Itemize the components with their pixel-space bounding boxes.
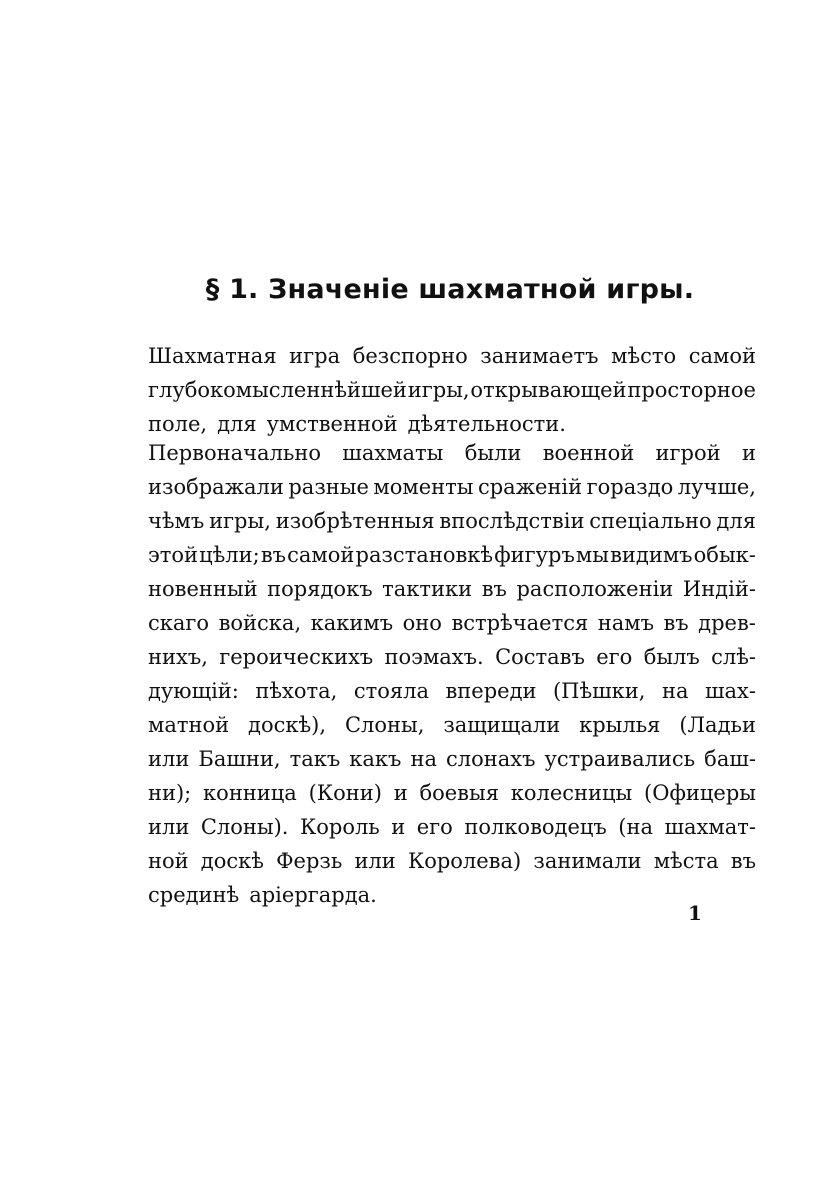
word: Составъ — [495, 645, 585, 669]
word: ной — [148, 849, 189, 873]
text-line — [148, 810, 756, 844]
word: былъ — [643, 645, 700, 669]
word: (Кони) — [308, 781, 382, 805]
word: дѣятельности. — [407, 412, 566, 436]
word: видимъ — [610, 543, 693, 567]
word: лучше, — [677, 475, 756, 499]
word: порядокъ — [267, 577, 373, 601]
word: оно — [402, 611, 442, 635]
word: расположеніи — [516, 577, 674, 601]
word: на — [410, 747, 437, 771]
word: его — [416, 815, 453, 839]
text-line — [148, 470, 756, 504]
word: шахматы — [342, 441, 444, 465]
word: для — [716, 509, 756, 533]
word: устраивались — [544, 747, 696, 771]
word: чѣмъ — [148, 509, 205, 533]
word: колесницы — [510, 781, 633, 805]
word: на — [661, 679, 689, 703]
word: (Ладьи — [679, 713, 756, 737]
word: игры, — [407, 378, 470, 402]
word: аріергарда. — [249, 883, 377, 907]
word: скаго — [148, 611, 210, 635]
word: Слоны). — [200, 815, 289, 839]
word: шахмат- — [664, 815, 756, 839]
paragraph-1 — [148, 339, 756, 441]
word: цѣли; — [199, 543, 260, 567]
word: баш- — [704, 747, 756, 771]
word: въ — [730, 849, 756, 873]
word: доскѣ — [200, 849, 264, 873]
word: были — [464, 441, 522, 465]
word: умственной — [266, 412, 398, 436]
word: сраженій — [477, 475, 583, 499]
word: Королева) — [407, 849, 522, 873]
word: этой — [148, 543, 199, 567]
word: шах- — [704, 679, 756, 703]
word: крылья — [579, 713, 661, 737]
word: моменты — [373, 475, 474, 499]
word: доскѣ), — [248, 713, 327, 737]
word: Король — [299, 815, 380, 839]
word: (Офицеры — [644, 781, 756, 805]
word: обык- — [693, 543, 756, 567]
word: фигуръ — [494, 543, 575, 567]
text-line — [148, 436, 756, 470]
word: глубокомысленнѣйшей — [148, 378, 407, 402]
word: Индій- — [682, 577, 756, 601]
word: конница — [203, 781, 297, 805]
text-line — [148, 776, 756, 810]
word: въ — [663, 611, 689, 635]
word: боевыя — [419, 781, 499, 805]
word: ни); — [148, 781, 192, 805]
word: мѣсто — [611, 344, 677, 368]
text-line — [148, 708, 756, 742]
section-heading: § 1. Значеніе шахматной игры. — [205, 274, 695, 305]
word: поэмахъ. — [384, 645, 484, 669]
word: его — [596, 645, 633, 669]
word: какъ — [349, 747, 402, 771]
text-line — [148, 844, 756, 878]
word: такъ — [289, 747, 341, 771]
word: и — [741, 441, 756, 465]
word: пѣхота, — [255, 679, 338, 703]
word: мѣста — [653, 849, 719, 873]
word: игры, — [209, 509, 271, 533]
word: Ферзь — [276, 849, 343, 873]
word: слѣ- — [711, 645, 756, 669]
word: изображали — [148, 475, 284, 499]
word: самой — [287, 543, 355, 567]
word: героическихъ — [219, 645, 374, 669]
word: защищали — [443, 713, 561, 737]
word: занимаетъ — [480, 344, 599, 368]
word: спеціально — [589, 509, 712, 533]
word: или — [148, 747, 190, 771]
word: военной — [542, 441, 635, 465]
word: или — [148, 815, 190, 839]
word: Слоны, — [344, 713, 425, 737]
word: древ- — [698, 611, 756, 635]
text-line — [148, 373, 756, 407]
text-line — [148, 878, 756, 912]
word: впослѣдствіи — [439, 509, 585, 533]
word: въ — [481, 577, 507, 601]
text-line — [148, 339, 756, 373]
word: гораздо — [586, 475, 674, 499]
word: срединѣ — [148, 883, 240, 907]
word: игрой — [655, 441, 721, 465]
word: поле, — [148, 412, 208, 436]
paragraph-2 — [148, 436, 756, 912]
word: полководецъ — [464, 815, 607, 839]
word: изобрѣтенныя — [275, 509, 435, 533]
text-line — [148, 742, 756, 776]
word: Шахматная — [148, 344, 277, 368]
word: и — [393, 781, 408, 805]
word: намъ — [597, 611, 654, 635]
page-number: 1 — [688, 901, 702, 925]
word: просторное — [627, 378, 756, 402]
text-line — [148, 674, 756, 708]
word: безспорно — [352, 344, 468, 368]
word: тактики — [382, 577, 473, 601]
word: (Пѣшки, — [552, 679, 646, 703]
word: (на — [618, 815, 653, 839]
word: мы — [575, 543, 609, 567]
word: или — [354, 849, 396, 873]
word: самой — [688, 344, 756, 368]
word: Первоначально — [148, 441, 321, 465]
word: впереди — [445, 679, 537, 703]
text-line — [148, 504, 756, 538]
word: какимъ — [310, 611, 394, 635]
word: войска, — [218, 611, 302, 635]
word: стояла — [353, 679, 429, 703]
word: занимали — [533, 849, 642, 873]
word: Башни, — [198, 747, 281, 771]
word: матной — [148, 713, 230, 737]
word: слонахъ — [446, 747, 536, 771]
word: дующій: — [148, 679, 239, 703]
word: нихъ, — [148, 645, 208, 669]
word: новенный — [148, 577, 258, 601]
text-line — [148, 640, 756, 674]
word: въ — [260, 543, 287, 567]
text-line — [148, 538, 756, 572]
word: игра — [289, 344, 341, 368]
word: разстановкѣ — [355, 543, 494, 567]
word: встрѣчается — [451, 611, 589, 635]
word: открывающей — [470, 378, 627, 402]
text-line — [148, 572, 756, 606]
word: для — [217, 412, 257, 436]
text-line — [148, 606, 756, 640]
word: и — [391, 815, 406, 839]
word: разные — [288, 475, 369, 499]
